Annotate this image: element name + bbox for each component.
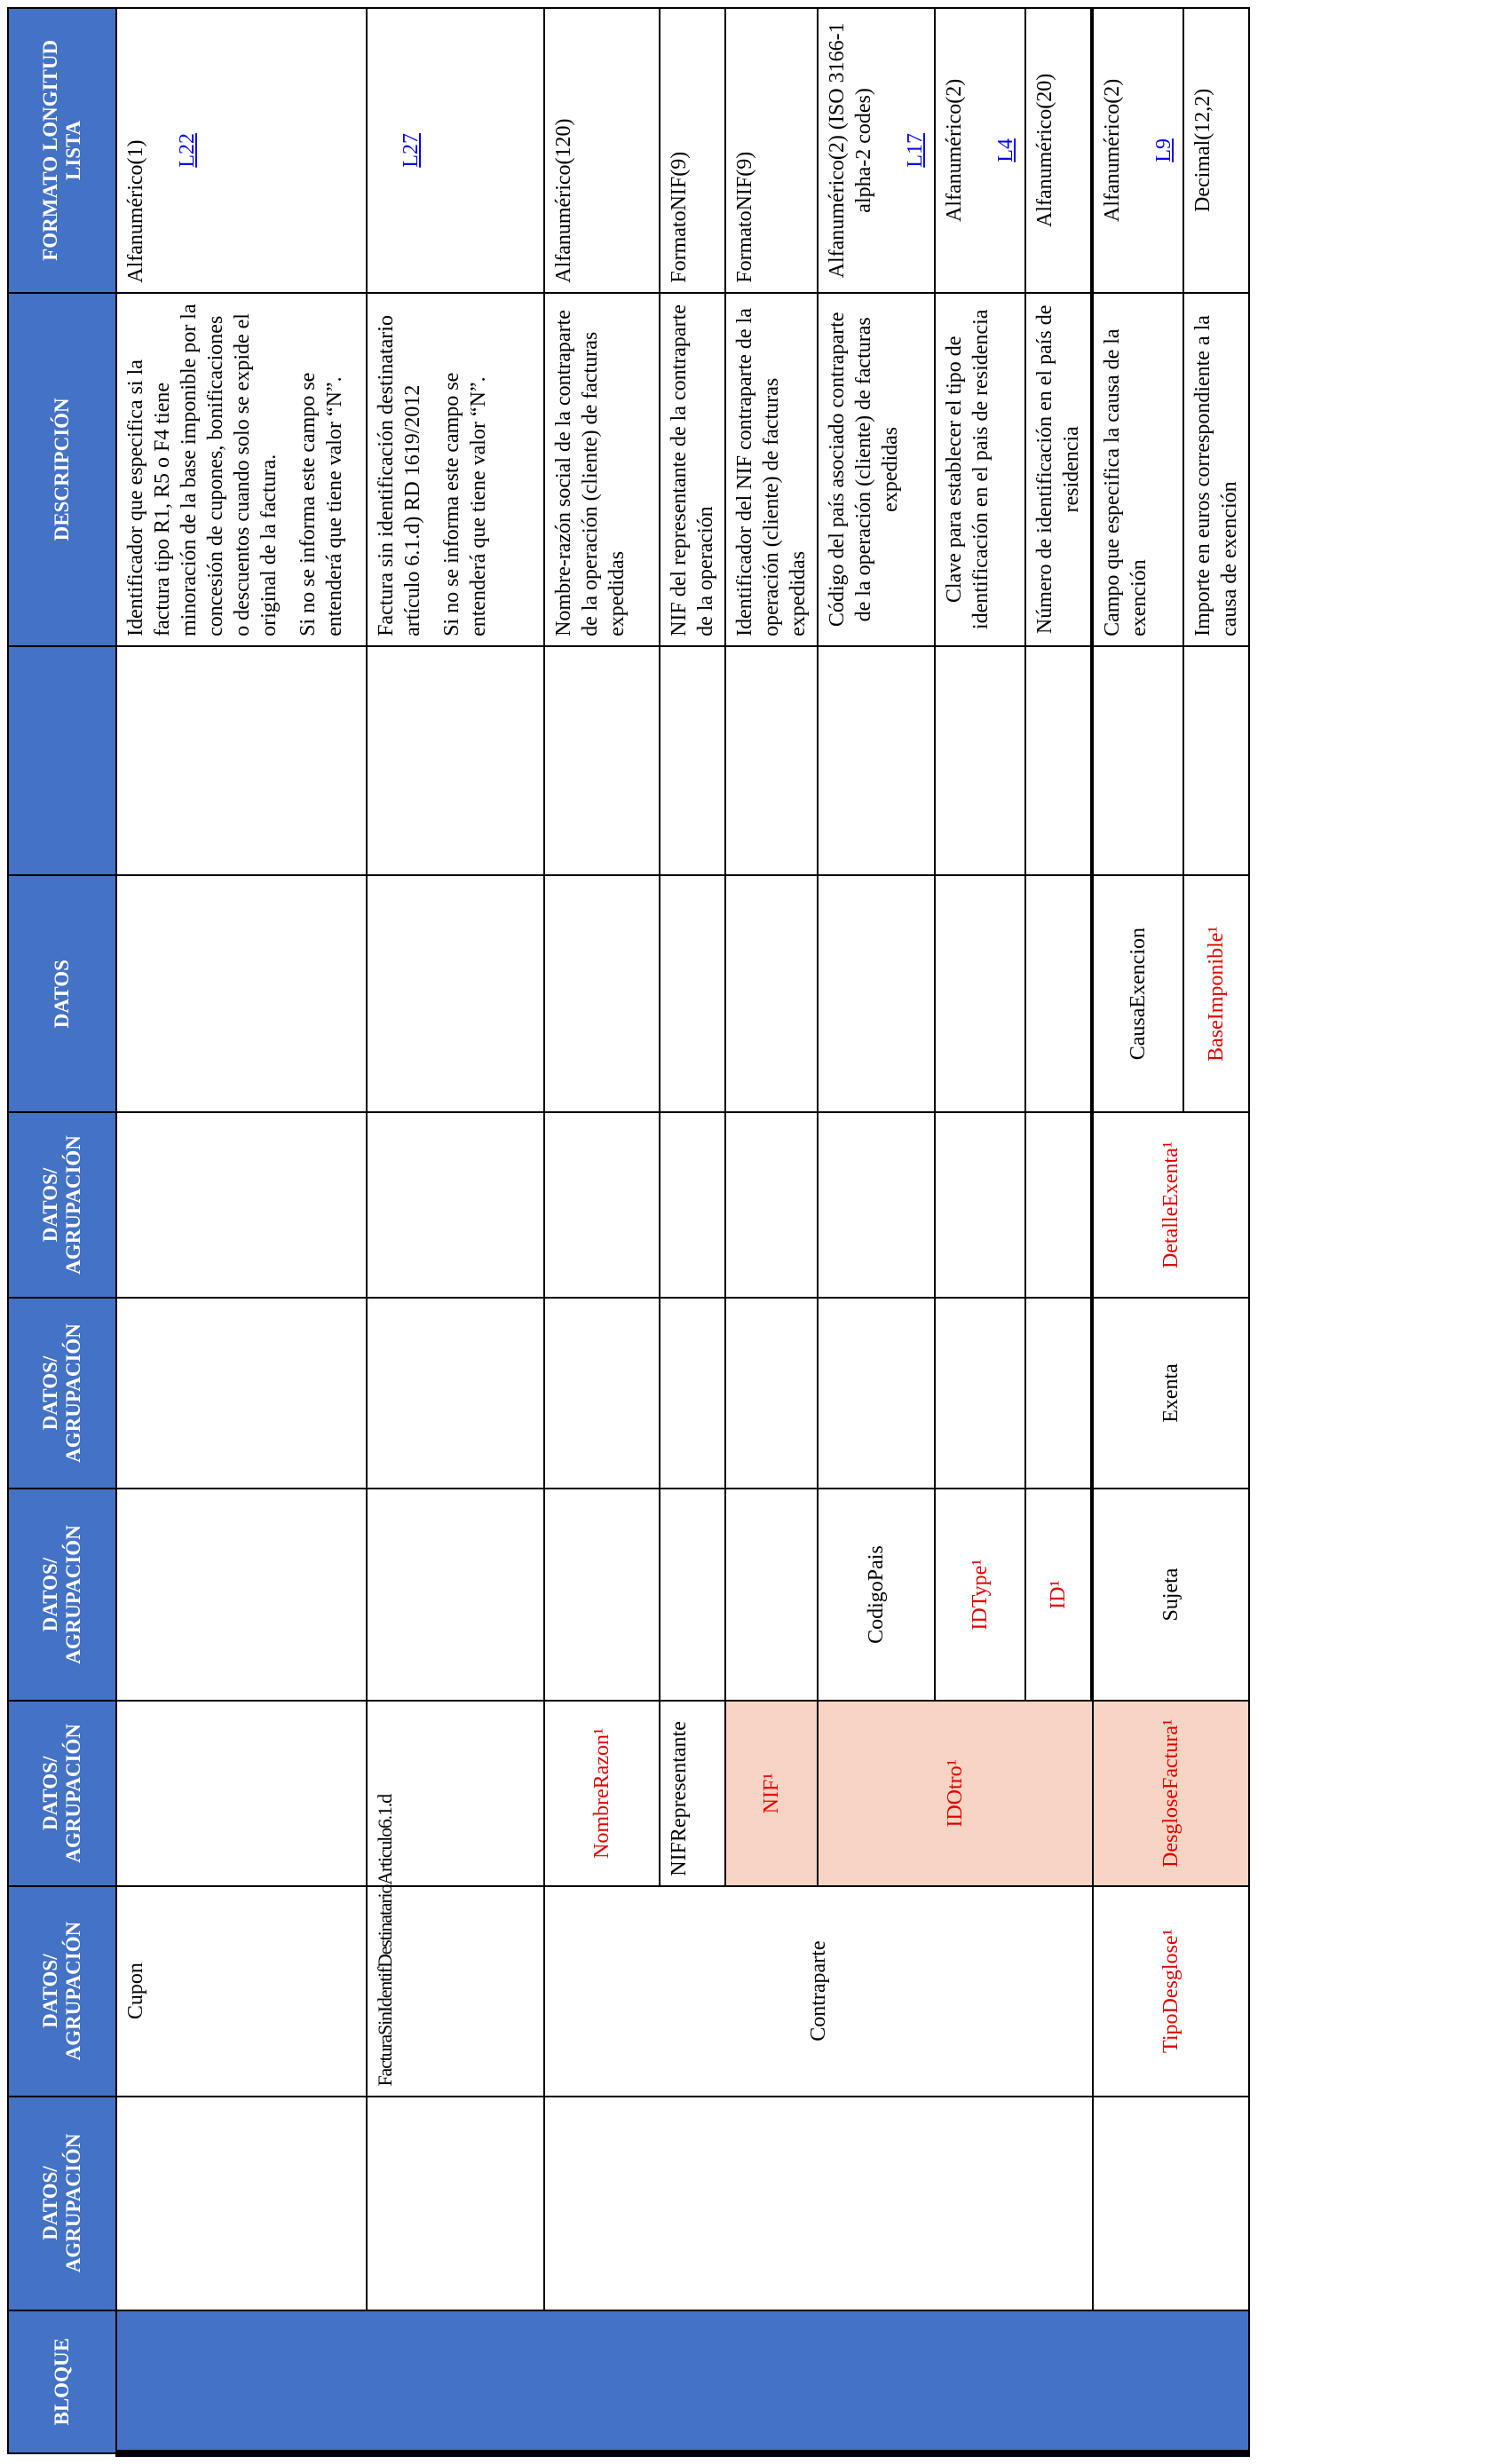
field-nombre-razon: NombreRazon¹	[544, 1701, 660, 1886]
header-descripcion: DESCRIPCIÓN	[8, 293, 116, 646]
desc-codigo-pais: Código del país asociado contraparte de la operación (cliente) de facturas expedidas	[818, 293, 935, 646]
link-l27[interactable]: L27	[399, 133, 423, 168]
field-tipo-desglose: TipoDesglose¹	[1093, 1886, 1249, 2097]
link-l22[interactable]: L22	[176, 133, 199, 168]
field-id: ID¹	[1025, 1489, 1091, 1701]
format-cupon: Alfanumérico(1) L22	[116, 8, 367, 293]
field-cupon: Cupon	[116, 1886, 367, 2097]
field-detalle-exenta: DetalleExenta¹	[1093, 1112, 1249, 1298]
header-agrupacion-6: DATOS/ AGRUPACIÓN	[8, 1112, 116, 1298]
header-row	[8, 8, 116, 2453]
link-l4[interactable]: L4	[994, 138, 1017, 162]
header-spacer	[8, 646, 116, 875]
header-agrupacion-5: DATOS/ AGRUPACIÓN	[8, 1298, 116, 1489]
desc-id-type: Clave para establecer el tipo de identificación en el pais de residencia	[935, 293, 1025, 646]
field-causa-exencion: CausaExencion	[1093, 875, 1183, 1112]
header-bloque: BLOQUE	[8, 2310, 116, 2453]
format-codigo-pais: Alfanumérico(2) (ISO 3166-1 alpha-2 codes) L17	[818, 8, 935, 293]
table-row	[1093, 8, 1183, 2453]
link-l17[interactable]: L17	[904, 133, 927, 168]
header-agrupacion-4: DATOS/ AGRUPACIÓN	[8, 1489, 116, 1701]
table-row	[116, 8, 367, 2453]
field-nif-representante: NIFRepresentante	[660, 1701, 725, 1886]
format-causa-exencion: Alfanumérico(2) L9	[1093, 8, 1183, 293]
desc-causa-exencion: Campo que especifica la causa de la exención	[1093, 293, 1183, 646]
format-id: Alfanumérico(20)	[1025, 8, 1091, 293]
header-agrupacion-2: DATOS/ AGRUPACIÓN	[8, 1886, 116, 2097]
header-formato: FORMATO LONGITUD LISTA	[8, 8, 116, 293]
table-row	[544, 8, 660, 2453]
desc-id: Número de identificación en el país de residencia	[1025, 293, 1091, 646]
field-desglose-factura: DesgloseFactura¹	[1093, 1701, 1249, 1886]
format-base-imponible: Decimal(12,2)	[1183, 8, 1249, 293]
field-nif: NIF¹	[725, 1701, 818, 1886]
desc-cupon: Identificador que especifica si la factura tipo R1, R5 o F4 tiene minoración de la base imponible por la concesión de cupones, bonificaciones o descuentos cuando solo se expide el original de la factura. Si no se informa este campo se entenderá que tiene valor “N”.	[116, 293, 367, 646]
field-base-imponible: BaseImponible¹	[1183, 875, 1249, 1112]
format-factura	[367, 8, 544, 293]
field-contraparte: Contraparte	[544, 1886, 1093, 2097]
desc-nif: Identificador del NIF contraparte de la operación (cliente) de facturas expedidas	[725, 293, 818, 646]
header-datos: DATOS	[8, 875, 116, 1112]
sii-fields-table	[7, 7, 1250, 2457]
header-agrupacion-1: DATOS/ AGRUPACIÓN	[8, 2097, 116, 2310]
desc-nombre: Nombre-razón social de la contraparte de la operación (cliente) de facturas expedidas	[544, 293, 660, 646]
format-id-type: Alfanumérico(2) L4	[935, 8, 1025, 293]
field-sujeta: Sujeta	[1093, 1489, 1249, 1701]
format-nif: FormatoNIF(9)	[725, 8, 818, 293]
format-nif-representante: FormatoNIF(9)	[660, 8, 725, 293]
field-codigo-pais: CodigoPais	[818, 1489, 935, 1701]
format-nombre: Alfanumérico(120)	[544, 8, 660, 293]
desc-base-imponible: Importe en euros correspondiente a la causa de exención	[1183, 293, 1249, 646]
field-factura-sin-identif: FacturaSinIdentifDestinatarioArticulo6.1.d	[367, 1886, 544, 2097]
link-l9[interactable]: L9	[1152, 138, 1175, 162]
desc-nif-representante: NIF del representante de la contraparte de la operación	[660, 293, 725, 646]
field-exenta: Exenta	[1093, 1298, 1249, 1489]
desc-factura: Factura sin identificación destinatario artículo 6.1.d) RD 1619/2012 Si no se informa este campo se entenderá que tiene valor “N”.	[367, 293, 544, 646]
field-id-otro: IDOtro¹	[818, 1701, 1093, 1886]
field-id-type: IDType¹	[935, 1489, 1025, 1701]
header-agrupacion-3: DATOS/ AGRUPACIÓN	[8, 1701, 116, 1886]
table-row	[367, 8, 544, 2453]
bloque-cell	[116, 2310, 1249, 2453]
